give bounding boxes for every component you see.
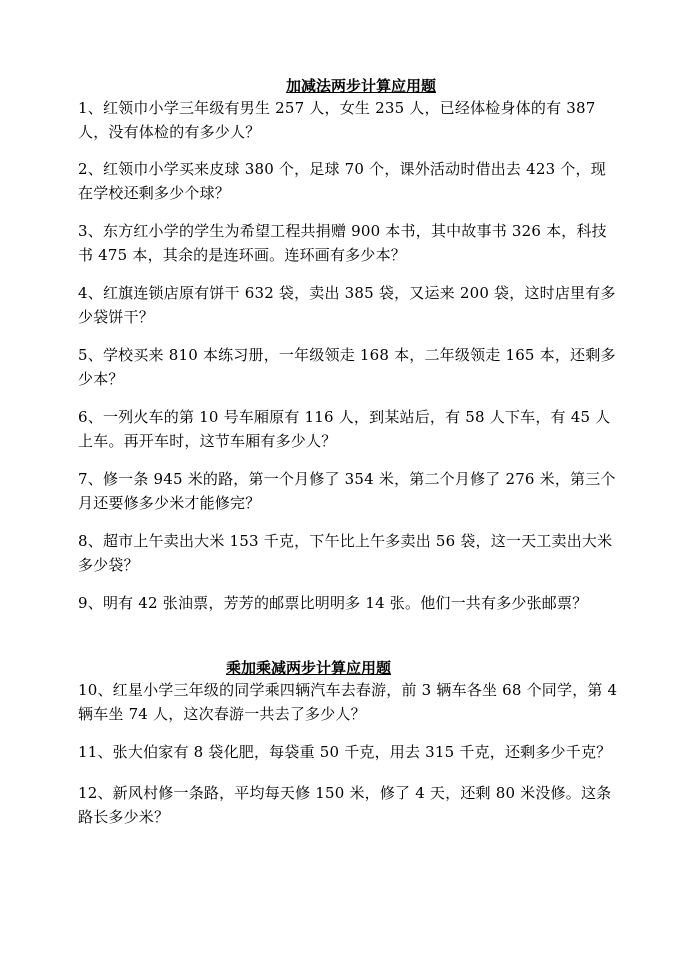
problem-4: 4、红旗连锁店原有饼干 632 袋，卖出 385 袋，又运来 200 袋，这时店里有多少袋饼干？ [78, 284, 616, 326]
problem-8: 8、超市上午卖出大米 153 千克，下午比上午多卖出 56 袋，这一天工卖出大米多少袋？ [78, 532, 613, 574]
problem-9: 9、明有 42 张油票，芳芳的邮票比明明多 14 张。他们一共有多少张邮票？ [78, 594, 588, 612]
problem-6: 6、一列火车的第 10 号车厢原有 116 人，到某站后，有 58 人下车，有 45 人上车。再开车时，这节车厢有多少人？ [78, 408, 611, 450]
problem-5: 5、学校买来 810 本练习册，一年级领走 168 本，二年级领走 165 本，还剩多少本？ [78, 346, 616, 388]
problem-2: 2、红领巾小学买来皮球 380 个，足球 70 个，课外活动时借出去 423 个，现在学校还剩多少个球？ [78, 160, 606, 202]
problem-12: 12、新风村修一条路，平均每天修 150 米，修了 4 天，还剩 80 米没修。这条路长多少米？ [78, 784, 612, 826]
problem-10: 10、红星小学三年级的同学乘四辆汽车去春游，前 3 辆车各坐 68 个同学，第 4 辆车坐 74 人，这次春游一共去了多少人？ [78, 681, 618, 723]
problem-11: 11、张大伯家有 8 袋化肥，每袋重 50 千克，用去 315 千克，还剩多少千克？ [78, 743, 612, 761]
section-title-addition-subtraction: 加减法两步计算应用题 [286, 77, 437, 95]
problem-7: 7、修一条 945 米的路，第一个月修了 354 米，第二个月修了 276 米，第三个月还要修多少米才能修完？ [78, 470, 616, 512]
problem-3: 3、东方红小学的学生为希望工程共捐赠 900 本书，其中故事书 326 本，科技书 475 本，其余的是连环画。连环画有多少本？ [78, 222, 607, 264]
problem-1: 1、红领巾小学三年级有男生 257 人，女生 235 人，已经体检身体的有 387 人，没有体检的有多少人？ [78, 99, 596, 141]
section-title-multiplication: 乘加乘减两步计算应用题 [226, 659, 392, 677]
